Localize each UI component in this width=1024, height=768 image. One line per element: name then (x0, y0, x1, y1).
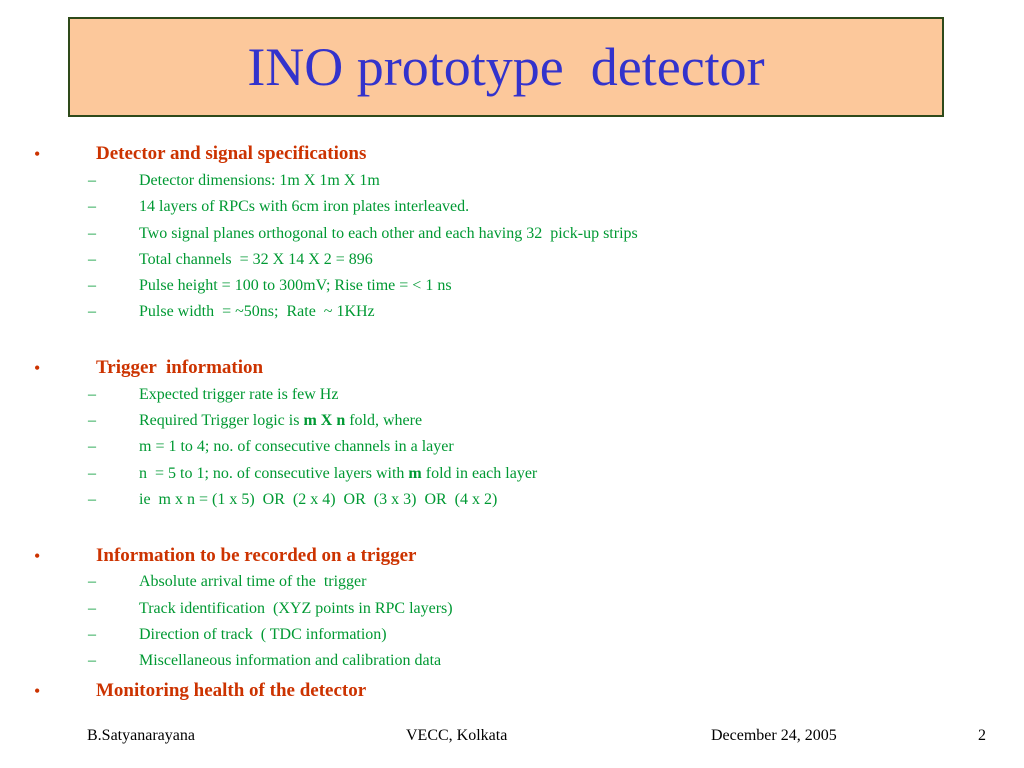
bold-term: m X n (303, 412, 346, 429)
recording-item: Absolute arrival time of the trigger (139, 573, 367, 590)
detector-item: Pulse width = ~50ns; Rate ~ 1KHz (139, 303, 375, 320)
footer-venue: VECC, Kolkata (406, 727, 508, 744)
footer-date: December 24, 2005 (711, 727, 837, 744)
detector-item: Detector dimensions: 1m X 1m X 1m (139, 172, 380, 189)
title-box (68, 17, 944, 117)
footer-page-number: 2 (978, 727, 986, 744)
dash-marker: – (88, 626, 96, 643)
detector-item: Two signal planes orthogonal to each other and each having 32 pick-up strips (139, 225, 638, 242)
bold-term: m (408, 465, 422, 482)
recording-item: Miscellaneous information and calibration data (139, 652, 442, 669)
dash-marker: – (88, 303, 96, 320)
trigger-item: n = 5 to 1; no. of consecutive layers with m fold in each layer (139, 465, 538, 482)
dash-marker: – (88, 652, 96, 669)
dash-marker: – (88, 412, 96, 429)
trigger-item: Required Trigger logic is m X n fold, where (139, 412, 423, 429)
recording-item: Track identification (XYZ points in RPC layers) (139, 600, 453, 617)
recording-item: Direction of track ( TDC information) (139, 626, 387, 643)
dash-marker: – (88, 465, 96, 482)
dash-marker: – (88, 600, 96, 617)
section-heading-trigger: Trigger information (96, 357, 264, 378)
dash-marker: – (88, 172, 96, 189)
detector-item: Pulse height = 100 to 300mV; Rise time = < 1 ns (139, 277, 452, 294)
section-heading-detector: Detector and signal specifications (96, 143, 367, 164)
section-heading-monitoring: Monitoring health of the detector (96, 680, 367, 701)
section-heading-recording: Information to be recorded on a trigger (96, 545, 417, 566)
bullet-marker: • (34, 144, 41, 164)
bullet-marker: • (34, 681, 41, 701)
dash-marker: – (88, 386, 96, 403)
dash-marker: – (88, 251, 96, 268)
detector-item: 14 layers of RPCs with 6cm iron plates interleaved. (139, 198, 470, 215)
detector-item: Total channels = 32 X 14 X 2 = 896 (139, 251, 373, 268)
dash-marker: – (88, 277, 96, 294)
trigger-item: ie m x n = (1 x 5) OR (2 x 4) OR (3 x 3) OR (4 x 2) (139, 491, 498, 508)
dash-marker: – (88, 438, 96, 455)
dash-marker: – (88, 225, 96, 242)
dash-marker: – (88, 198, 96, 215)
trigger-item: m = 1 to 4; no. of consecutive channels in a layer (139, 438, 454, 455)
dash-marker: – (88, 491, 96, 508)
bullet-marker: • (34, 546, 41, 566)
trigger-item: Expected trigger rate is few Hz (139, 386, 339, 403)
bullet-marker: • (34, 358, 41, 378)
slide-title: INO prototype detector (247, 37, 765, 97)
dash-marker: – (88, 573, 96, 590)
footer-author: B.Satyanarayana (87, 727, 195, 744)
